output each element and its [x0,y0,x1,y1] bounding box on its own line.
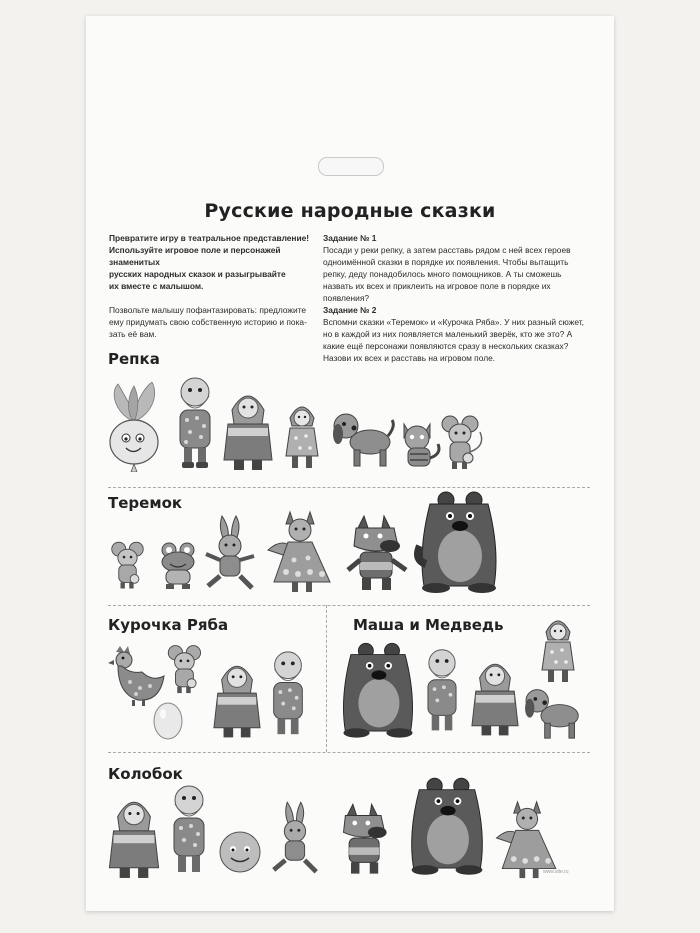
wolf-illustration [346,512,410,592]
intro-tail [109,304,319,340]
intro-lead-line: их вместе с малышом. [109,281,204,291]
grandmother-illustration [222,384,274,472]
bear-illustration [404,774,490,878]
hare-illustration [266,800,322,876]
dog-illustration [332,408,396,468]
dog-illustration [524,684,584,740]
task-1 [323,232,593,304]
granddaughter-illustration [282,398,322,470]
grandfather-illustration [172,374,218,470]
page-title: Русские народные сказки [204,200,496,222]
girl-masha-illustration [538,612,578,684]
divider [108,487,590,488]
divider [108,605,590,606]
mouse-illustration [440,412,488,470]
grandfather-illustration [420,646,464,736]
mouse-illustration [110,536,152,592]
egg-illustration [152,700,184,740]
fox-illustration [264,506,340,594]
task-2 [323,304,593,364]
intro-tail-line: Позвольте малышу пофантазировать: предложите [109,305,307,315]
grandmother-illustration [470,652,520,738]
bear-illustration [336,640,420,740]
divider [108,752,590,753]
section-kurochka-title: Курочка Ряба [108,616,229,634]
intro-tail-line: ему придумать свою собственную историю и пока- [109,317,307,327]
task-1-title: Задание № 1 [323,233,377,243]
section-repka-title: Репка [108,350,160,368]
intro-lead-line: русских народных сказок и разыгрывайте [109,269,286,279]
hen-illustration [108,646,166,706]
kolobok-illustration [218,830,262,874]
task-2-title: Задание № 2 [323,305,377,315]
mouse-illustration [166,642,210,694]
grandfather-illustration [266,648,310,740]
bear-illustration [414,490,504,594]
section-masha-title: Маша и Медведь [353,616,504,634]
task-2-text: Вспомни сказки «Теремок» и «Курочка Ряба». У них разный сюжет, но в каждой из них появляется маленький зверёк, кто же это? А какие ещё персонажи появляются сразу в нескольких сказках? Назови их всех и расставь на игровом поле. [323,317,584,363]
intro-tail-line: зать её вам. [109,329,157,339]
frog-illustration [158,540,198,590]
section-teremok-title: Теремок [108,494,183,512]
hang-hole [318,157,384,176]
wolf-illustration [336,800,396,876]
grandmother-illustration [212,654,262,740]
task-1-text: Посади у реки репку, а затем расставь рядом с ней всех героев одноимённой сказки в порядке их появления. Чтобы вытащить репку, деду понадобилось много помощников. А ты сможешь назвать их всех и приклеить на игровое поле в порядке их появления? [323,245,571,303]
grandfather-illustration [166,782,212,878]
fox-illustration [492,796,566,880]
hare-illustration [200,514,258,592]
grandmother-illustration [106,790,162,880]
intro-lead-line: Используйте игровое поле и персонажей знаменитых [109,245,281,267]
turnip-illustration [104,382,164,472]
intro-lead [109,232,319,292]
divider-vertical [326,605,327,752]
footer-site: www.site.ru [543,869,569,875]
cat-illustration [400,418,442,470]
section-kolobok-title: Колобок [108,765,183,783]
intro-lead-line: Превратите игру в театральное представление! [109,233,310,243]
intro-text [109,232,319,352]
